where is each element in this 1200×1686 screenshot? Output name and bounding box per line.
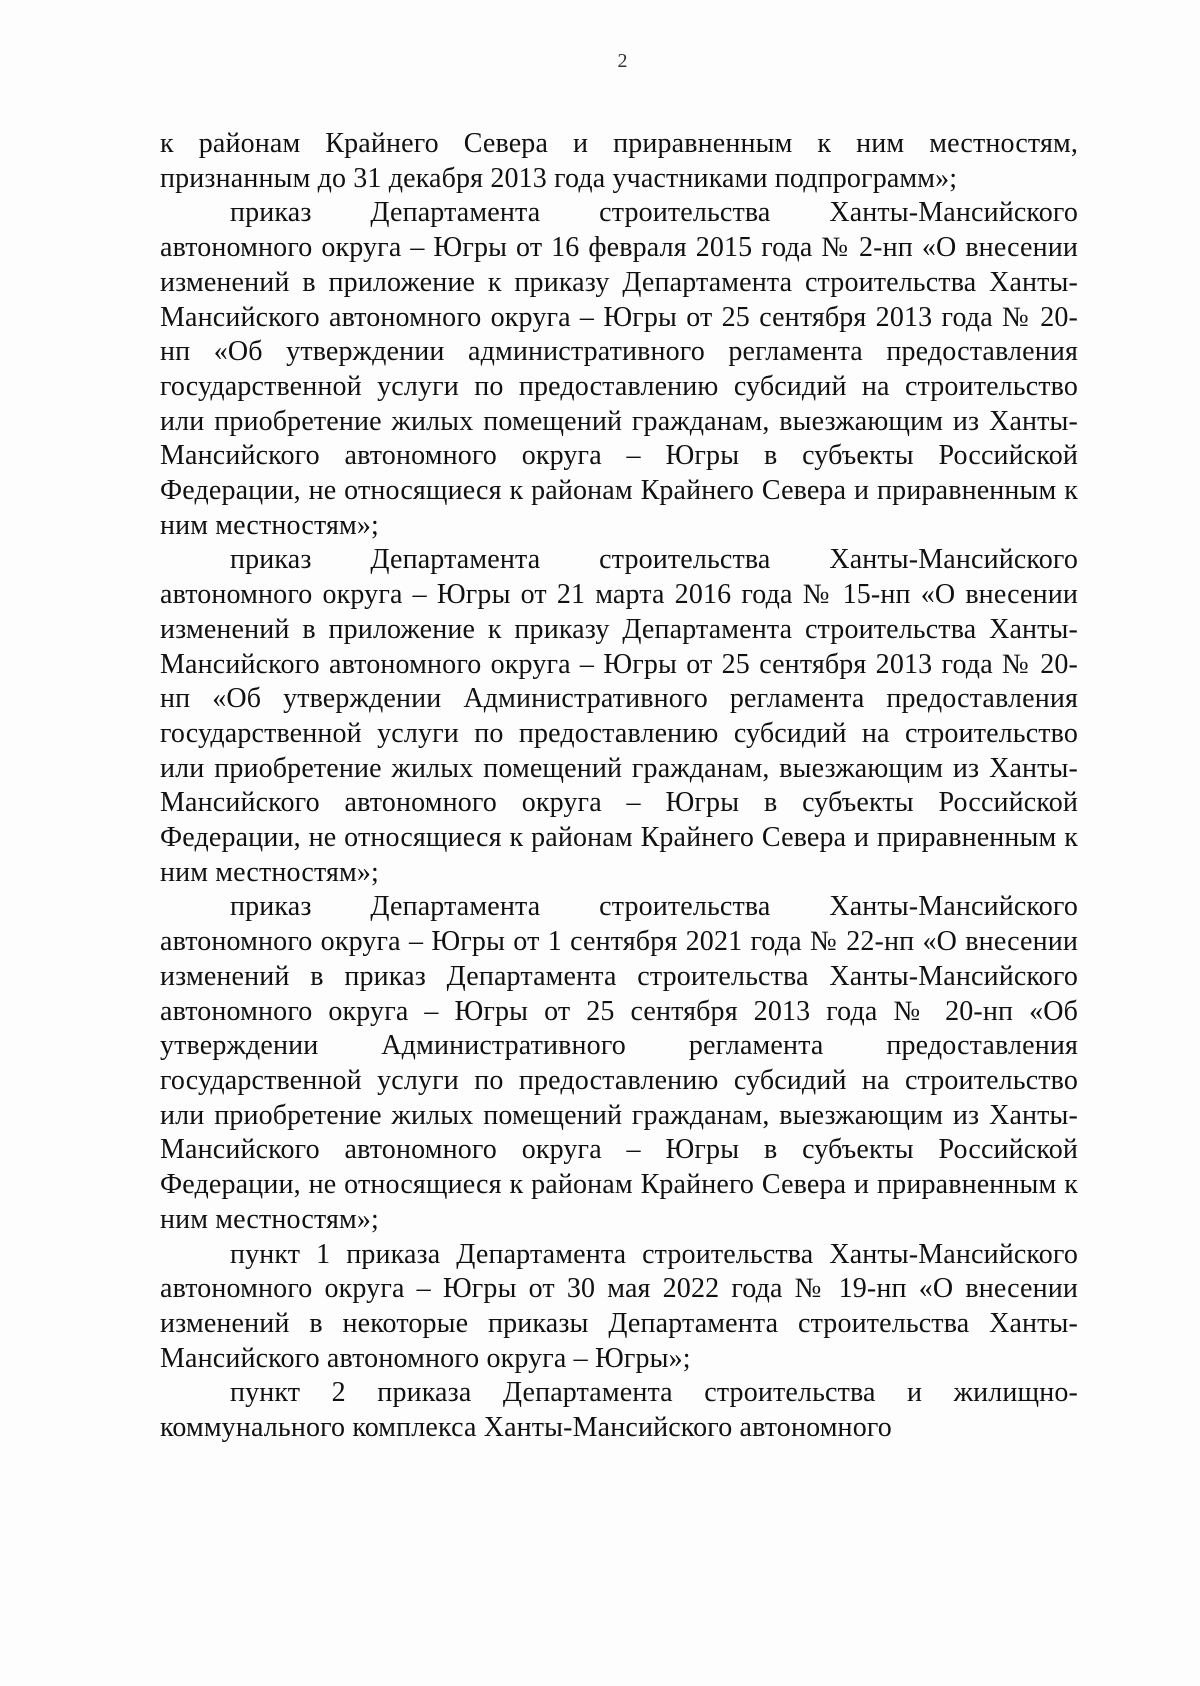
document-body <box>160 127 1078 1446</box>
paragraph-order-2022: пункт 1 приказа Департамента строительства Ханты-Мансийского автономного округа – Югры от 30 мая 2022 года № 19-нп «О внесении изменений в некоторые приказы Департамента строительства Ханты-Мансийского автономного округа – Югры»; <box>160 1238 1078 1374</box>
paragraph-order-2016: приказ Департамента строительства Ханты-Мансийского автономного округа – Югры от 21 марта 2016 года № 15-нп «О внесении изменений в приложение к приказу Департамента строительства Ханты-Мансийского автономного округа – Югры от 25 сентября 2013 года № 20-нп «Об утверждении Административного регламента предоставления государственной услуги по предоставлению субсидий на строительство или приобретение жилых помещений гражданам, выезжающим из Ханты-Мансийского автономного округа – Югры в субъекты Российской Федерации, не относящиеся к районам Крайнего Севера и приравненным к ним местностям»; <box>160 544 1078 888</box>
paragraph-order-2021: приказ Департамента строительства Ханты-Мансийского автономного округа – Югры от 1 сентября 2021 года № 22-нп «О внесении изменений в приказ Департамента строительства Ханты-Мансийского автономного округа – Югры от 25 сентября 2013 года № 20-нп «Об утверждении Административного регламента предоставления государственной услуги по предоставлению субсидий на строительство или приобретение жилых помещений гражданам, выезжающим из Ханты-Мансийского автономного округа – Югры в субъекты Российской Федерации, не относящиеся к районам Крайнего Севера и приравненным к ним местностям»; <box>160 891 1078 1235</box>
paragraph-point-2: пункт 2 приказа Департамента строительства и жилищно-коммунального комплекса Ханты-Мансийского автономного <box>160 1377 1078 1444</box>
paragraph-continuation: к районам Крайнего Севера и приравненным к ним местностям, признанным до 31 декабря 2013 года участниками подпрограмм»; <box>160 128 1078 194</box>
paragraph-order-2015: приказ Департамента строительства Ханты-Мансийского автономного округа – Югры от 16 февраля 2015 года № 2-нп «О внесении изменений в приложение к приказу Департамента строительства Ханты-Мансийского автономного округа – Югры от 25 сентября 2013 года № 20-нп «Об утверждении административного регламента предоставления государственной услуги по предоставлению субсидий на строительство или приобретение жилых помещений гражданам, выезжающим из Ханты-Мансийского автономного округа – Югры в субъекты Российской Федерации, не относящиеся к районам Крайнего Севера и приравненным к ним местностям»; <box>160 197 1078 541</box>
page-number: 2 <box>617 50 628 72</box>
